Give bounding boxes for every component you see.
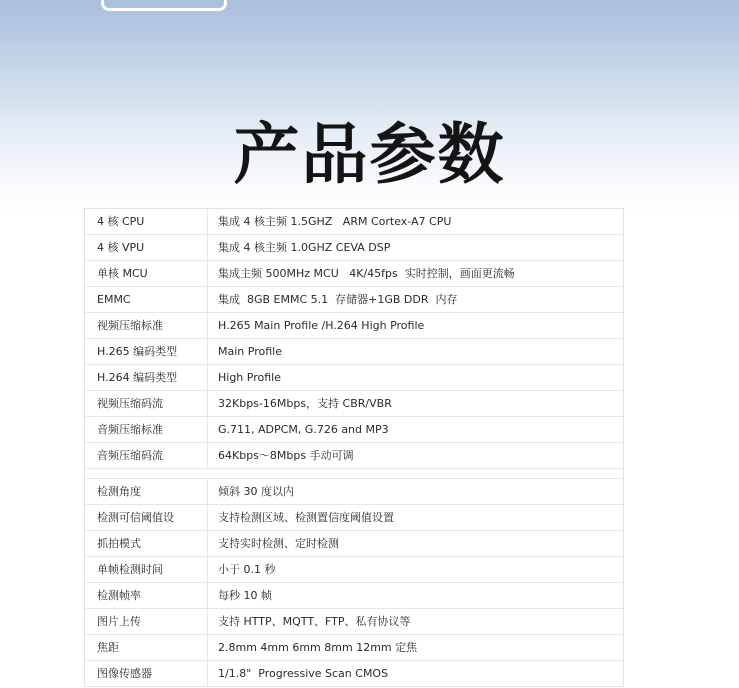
spec-row [85, 365, 623, 391]
spec-name: EMMC [85, 287, 208, 312]
spec-value: 集成 4 核主频 1.5GHZ ARM Cortex-A7 CPU [218, 215, 452, 228]
spec-value: 2.8mm 4mm 6mm 8mm 12mm 定焦 [218, 641, 418, 654]
spec-name: 单帧检测时间 [85, 557, 208, 582]
spec-row [85, 261, 623, 287]
spec-row [85, 391, 623, 417]
spec-value: Main Profile [218, 345, 282, 358]
spec-group-detection [85, 479, 623, 687]
spec-row [85, 661, 623, 687]
spec-row [85, 479, 623, 505]
spec-value: 32Kbps-16Mbps，支持 CBR/VBR [218, 397, 392, 410]
spec-value: 每秒 10 帧 [218, 589, 272, 602]
spec-name: 图像传感器 [85, 661, 208, 686]
page-title: 产品参数 [233, 116, 506, 193]
spec-row [85, 505, 623, 531]
top-tab-outline [101, 0, 227, 11]
spec-group-separator [85, 469, 623, 479]
spec-value: 倾斜 30 度以内 [218, 485, 294, 498]
spec-value: 支持 HTTP、MQTT、FTP、私有协议等 [218, 615, 411, 628]
spec-name: 检测帧率 [85, 583, 208, 608]
spec-value: H.265 Main Profile /H.264 High Profile [218, 319, 425, 332]
spec-row [85, 235, 623, 261]
spec-value: High Profile [218, 371, 281, 384]
spec-row [85, 339, 623, 365]
spec-name: 音频压缩码流 [85, 443, 208, 468]
spec-row [85, 209, 623, 235]
spec-name: 音频压缩标准 [85, 417, 208, 442]
spec-name: H.264 编码类型 [85, 365, 208, 390]
spec-group-hardware [85, 209, 623, 469]
spec-value: 支持实时检测、定时检测 [218, 537, 339, 550]
spec-row [85, 313, 623, 339]
spec-table [84, 208, 624, 687]
spec-value: 小于 0.1 秒 [218, 563, 276, 576]
spec-row [85, 635, 623, 661]
spec-row [85, 531, 623, 557]
spec-row [85, 583, 623, 609]
spec-row [85, 557, 623, 583]
spec-row [85, 287, 623, 313]
spec-name: 单核 MCU [85, 261, 208, 286]
spec-row [85, 443, 623, 469]
spec-value: G.711, ADPCM, G.726 and MP3 [218, 423, 389, 436]
spec-row [85, 417, 623, 443]
spec-value: 支持检测区域、检测置信度阈值设置 [218, 511, 394, 524]
spec-name: 视频压缩码流 [85, 391, 208, 416]
spec-name: 焦距 [85, 635, 208, 660]
spec-name: 4 核 VPU [85, 235, 208, 260]
spec-name: 抓拍模式 [85, 531, 208, 556]
spec-value: 集成 4 核主频 1.0GHZ CEVA DSP [218, 241, 391, 254]
spec-name: 检测可信阈值设 [85, 505, 208, 530]
spec-name: 4 核 CPU [85, 209, 208, 234]
spec-name: 图片上传 [85, 609, 208, 634]
spec-value: 集成主频 500MHz MCU 4K/45fps 实时控制，画面更流畅 [218, 267, 515, 280]
spec-value: 64Kbps～8Mbps 手动可调 [218, 449, 354, 462]
spec-name: 检测角度 [85, 479, 208, 504]
spec-row [85, 609, 623, 635]
spec-name: 视频压缩标准 [85, 313, 208, 338]
spec-name: H.265 编码类型 [85, 339, 208, 364]
spec-value: 1/1.8" Progressive Scan CMOS [218, 667, 389, 680]
spec-value: 集成 8GB EMMC 5.1 存储器+1GB DDR 内存 [218, 293, 458, 306]
